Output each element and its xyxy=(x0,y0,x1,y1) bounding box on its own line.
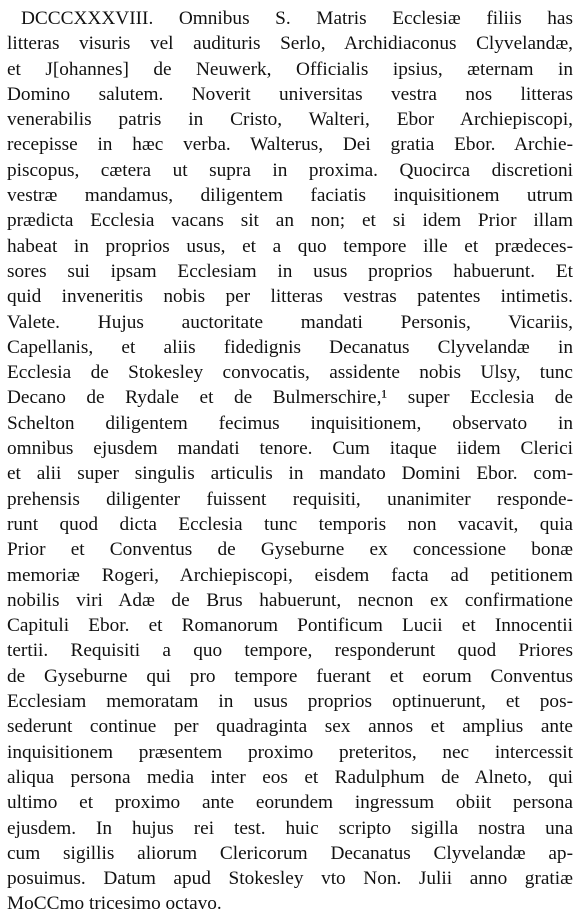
text-line: ultimo et proximo ante eorundem ingressum obiit persona xyxy=(7,792,573,814)
text-line: nobilis viri Adæ de Brus habuerunt, necnon ex confirmatione xyxy=(7,589,573,611)
text-line: Schelton diligentem fecimus inquisitionem, observato in xyxy=(7,412,573,434)
text-line: habeat in proprios usus, et a quo tempore ille et prædeces- xyxy=(7,235,573,257)
text-line: memoriæ Rogeri, Archiepiscopi, eisdem facta ad petitionem xyxy=(7,564,573,586)
text-line: posuimus. Datum apud Stokesley vto Non. Julii anno gratiæ xyxy=(7,868,573,890)
text-line: sederunt continue per quadraginta sex annos et amplius ante xyxy=(7,716,573,738)
text-line: litteras visuris vel audituris Serlo, Archidiaconus Clyvelandæ, xyxy=(7,33,573,55)
text-line: Valete. Hujus auctoritate mandati Personis, Vicariis, xyxy=(7,311,573,333)
text-line: sores sui ipsam Ecclesiam in usus proprios habuerunt. Et xyxy=(7,260,573,282)
text-line: Domino salutem. Noverit universitas vestra nos litteras xyxy=(7,83,573,105)
text-line: MoCCmo tricesimo octavo. xyxy=(7,893,222,915)
text-line: Capellanis, et aliis fidedignis Decanatus Clyvelandæ in xyxy=(7,336,573,358)
text-line: et J[ohannes] de Neuwerk, Officialis ipsius, æternam in xyxy=(7,58,573,80)
text-line: DCCCXXXVIII. Omnibus S. Matris Ecclesiæ filiis has xyxy=(21,8,573,29)
text-line: Prior et Conventus de Gyseburne ex concessione bonæ xyxy=(7,539,573,561)
text-line: Ecclesiam memoratam in usus proprios optinuerunt, et pos- xyxy=(7,691,573,713)
text-line: et alii super singulis articulis in mandato Domini Ebor. com- xyxy=(7,463,573,485)
text-line: omnibus ejusdem mandati tenore. Cum itaque iidem Clerici xyxy=(7,438,573,460)
text-line: prædicta Ecclesia vacans sit an non; et si idem Prior illam xyxy=(7,210,573,232)
text-line: cum sigillis aliorum Clericorum Decanatus Clyvelandæ ap- xyxy=(7,842,573,864)
text-line: prehensis diligenter fuissent requisiti, unanimiter responde- xyxy=(7,488,573,510)
text-line: inquisitionem præsentem proximo preteritos, nec intercessit xyxy=(7,741,573,763)
charter-text xyxy=(7,6,573,917)
text-line: piscopus, cætera ut supra in proxima. Quocirca discretioni xyxy=(7,159,573,181)
text-line: quid inveneritis nobis per litteras vestras patentes intimetis. xyxy=(7,286,573,308)
text-line: de Gyseburne qui pro tempore fuerant et eorum Conventus xyxy=(7,665,573,687)
text-line: recepisse in hæc verba. Walterus, Dei gratia Ebor. Archie- xyxy=(7,134,573,156)
text-line: tertii. Requisiti a quo tempore, responderunt quod Priores xyxy=(7,640,573,662)
text-line: runt quod dicta Ecclesia tunc temporis non vacavit, quia xyxy=(7,513,573,535)
text-line: Ecclesia de Stokesley convocatis, assidente nobis Ulsy, tunc xyxy=(7,362,573,384)
text-line: vestræ mandamus, diligentem faciatis inquisitionem utrum xyxy=(7,185,573,207)
text-line: Capituli Ebor. et Romanorum Pontificum Lucii et Innocentii xyxy=(7,615,573,637)
text-line: aliqua persona media inter eos et Radulphum de Alneto, qui xyxy=(7,766,573,788)
text-line: ejusdem. In hujus rei test. huic scripto sigilla nostra una xyxy=(7,817,573,839)
text-line: venerabilis patris in Cristo, Walteri, Ebor Archiepiscopi, xyxy=(7,109,573,131)
text-line: Decano de Rydale et de Bulmerschire,¹ super Ecclesia de xyxy=(7,387,573,409)
